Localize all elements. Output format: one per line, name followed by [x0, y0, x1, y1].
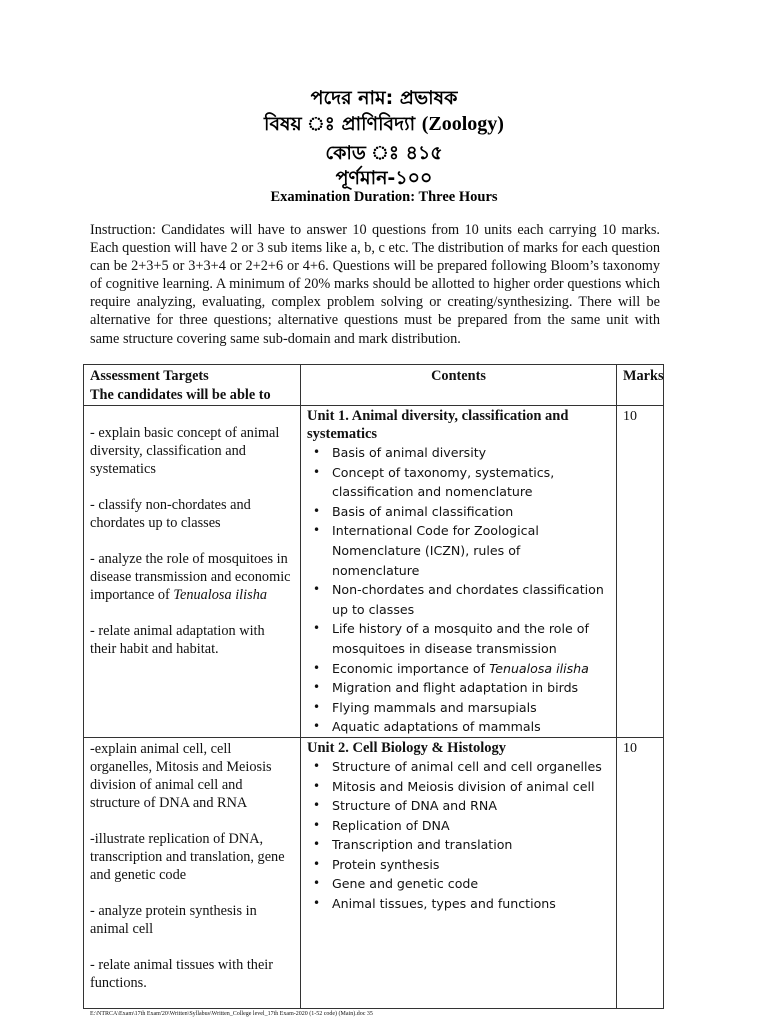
full-marks: পূর্ণমান-১০০: [335, 167, 433, 189]
topic-item: • Gene and genetic code: [307, 874, 610, 894]
unit-2-topic-list: [307, 757, 610, 914]
unit-1-title: Unit 1. Animal diversity, classification and systematics: [307, 408, 569, 442]
topic-item: • Migration and flight adaptation in birds: [307, 678, 610, 698]
topic-item: • Animal tissues, types and functions: [307, 894, 610, 914]
species-name: Tenualosa ilisha: [173, 587, 267, 603]
topic-item: • Protein synthesis: [307, 855, 610, 875]
unit-2-contents: [301, 737, 617, 1008]
unit-2-targets: [84, 737, 301, 1008]
topic-item: • Mitosis and Meiosis division of animal cell: [307, 777, 610, 797]
target-item: - explain basic concept of animal diversity, classification and systematics: [90, 425, 280, 477]
target-item: -illustrate replication of DNA, transcription and translation, gene and genetic code: [90, 830, 285, 883]
exam-duration: Examination Duration: Three Hours: [270, 189, 498, 205]
topic-item: • Structure of DNA and RNA: [307, 796, 610, 816]
topic-item: • Basis of animal classification: [307, 502, 610, 522]
topic-item: • International Code for Zoological Nomenclature (ICZN), rules of nomenclature: [307, 521, 610, 580]
topic-item: • Transcription and translation: [307, 835, 610, 855]
post-name: পদের নাম: প্রভাষক: [310, 87, 458, 109]
target-item: - relate animal adaptation with their habit and habitat.: [90, 623, 265, 657]
syllabus-table: [83, 364, 664, 1009]
subject-bangla: বিষয় ঃ প্রাণিবিদ্যা: [264, 113, 416, 135]
topic-item: • Economic importance of Tenualosa ilisha: [307, 659, 610, 679]
unit-1-topic-list: [307, 443, 610, 737]
header-targets-line2: The candidates will be able to: [90, 387, 271, 403]
target-item: - relate animal tissues with their functions.: [90, 956, 274, 991]
table-row-unit-2: [84, 737, 664, 1008]
topic-item: • Flying mammals and marsupials: [307, 698, 610, 718]
target-item: - analyze the role of mosquitoes in disease transmission and economic importance of Tenualosa ilisha: [90, 551, 291, 603]
header-marks: Marks: [617, 365, 664, 406]
topic-item: • Basis of animal diversity: [307, 443, 610, 463]
topic-item: • Structure of animal cell and cell organelles: [307, 757, 610, 777]
target-item: - analyze protein synthesis in animal cell: [90, 902, 257, 937]
unit-1-contents: [301, 406, 617, 738]
unit-2-title: Unit 2. Cell Biology & Histology: [307, 739, 506, 756]
subject-title: [0, 110, 768, 142]
topic-item: • Replication of DNA: [307, 816, 610, 836]
subject-english: (Zoology): [421, 113, 504, 135]
table-row-unit-1: [84, 406, 664, 738]
instruction-text: Instruction: Candidates will have to answer 10 questions from 10 units each carrying 10 marks. Each question will have 2 or 3 sub items like a, b, c etc. The distribution of marks for each question can be 2+3+5 or 3+3+4 or 2+2+6 or 4+6. Questions will be prepared following Bloom’s taxonomy of cognitive learning. A minimum of 20% marks should be allotted to higher order questions which require analyzing, evaluating, complex problem solving or creating/synthesizing. There will be alternative for three questions; alternative questions must be prepared from the same unit with same structure covering same sub-domain and mark distribution.: [90, 222, 660, 347]
topic-item: • Non-chordates and chordates classification up to classes: [307, 580, 610, 619]
topic-item: • Aquatic adaptations of mammals: [307, 717, 610, 737]
header-targets-line1: Assessment Targets: [90, 368, 209, 384]
unit-1-targets: [84, 406, 301, 738]
table-header-row: [84, 365, 664, 406]
topic-item: • Life history of a mosquito and the role of mosquitoes in disease transmission: [307, 619, 610, 658]
header-contents: Contents: [301, 365, 617, 406]
unit-2-marks: 10: [617, 737, 664, 1008]
subject-code: কোড ঃ ৪১৫: [325, 142, 443, 164]
header-assessment-targets: [84, 365, 301, 406]
target-item: - classify non-chordates and chordates up to classes: [90, 497, 251, 531]
topic-item: • Concept of taxonomy, systematics, classification and nomenclature: [307, 463, 610, 502]
unit-1-marks: 10: [617, 406, 664, 738]
species-name: Tenualosa ilisha: [489, 660, 589, 676]
target-item: -explain animal cell, cell organelles, Mitosis and Meiosis division of animal cell and structure of DNA and RNA: [90, 740, 272, 811]
file-path-footer: E:\NTRCA\Exam\17th Exam'20\Written\Syllabus\Written_College level_17th Exam-2020 (1-52 code) (Main).doc 35: [90, 1011, 373, 1017]
